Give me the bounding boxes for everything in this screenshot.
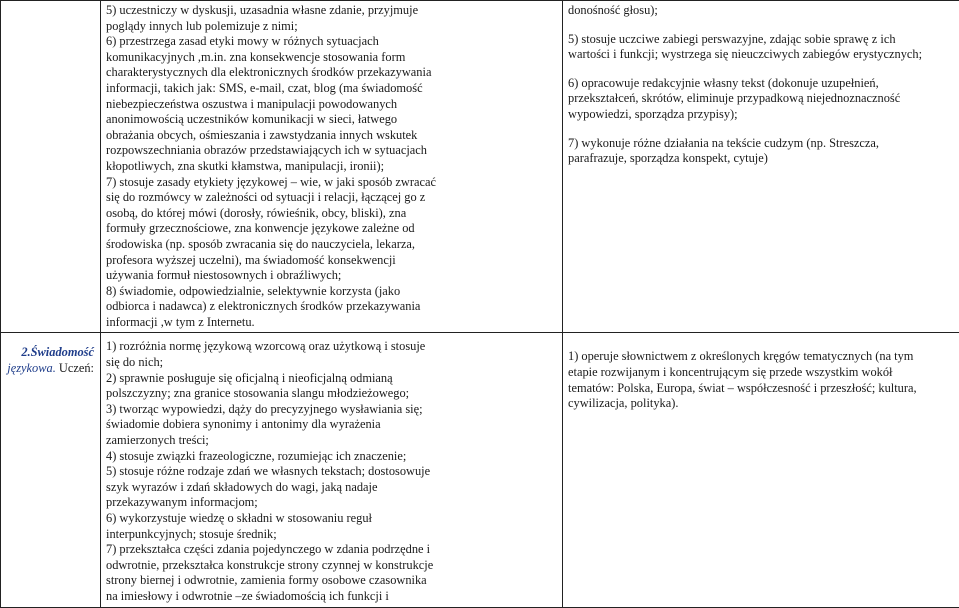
- text-line: wartości i funkcji; wystrzega się nieuczciwych zabiegów erystycznych;: [568, 47, 954, 63]
- text-line: donośność głosu);: [568, 3, 954, 19]
- text-line: wypowiedzi, sporządza przypisy);: [568, 107, 954, 123]
- text-line: profesora wyższej uczelni), ma świadomość konsekwencji: [106, 253, 557, 269]
- text-line: 7) wykonuje różne działania na tekście cudzym (np. Streszcza,: [568, 136, 954, 152]
- text-line: cywilizacja, polityka).: [568, 396, 954, 412]
- extended-requirements-text: [568, 3, 954, 167]
- text-line: komunikacyjnych ,m.in. zna konsekwencje stosowania form: [106, 50, 557, 66]
- text-line: tematów: Polska, Europa, świat – współczesność i przeszłość; kultura,: [568, 381, 954, 397]
- table-row: [1, 333, 959, 608]
- text-line: 6) wykorzystuje wiedzę o składni w stosowaniu reguł: [106, 511, 557, 527]
- text-line: środowiska (np. sposób zwracania się do nauczyciela, lekarza,: [106, 237, 557, 253]
- text-line: na imiesłowy i odwrotnie –ze świadomością ich funkcji i: [106, 589, 557, 605]
- table-row: [1, 1, 959, 333]
- text-line: 6) opracowuje redakcyjnie własny tekst (dokonuje uzupełnień,: [568, 76, 954, 92]
- text-line: parafrazuje, sporządza konspekt, cytuje): [568, 151, 954, 167]
- text-line: 8) świadomie, odpowiedzialnie, selektywnie korzysta (jako: [106, 284, 557, 300]
- section-label-cell: [1, 333, 101, 608]
- text-line: 7) przekształca części zdania pojedynczego w zdania podrzędne i: [106, 542, 557, 558]
- text-line: 7) stosuje zasady etykiety językowej – wie, w jaki sposób zwracać: [106, 175, 557, 191]
- text-line: osobą, do której mówi (dorosły, rówieśnik, obcy, bliski), zna: [106, 206, 557, 222]
- text-line: 1) operuje słownictwem z określonych kręgów tematycznych (na tym: [568, 349, 954, 365]
- text-line: 5) stosuje różne rodzaje zdań we własnych tekstach; dostosowuje: [106, 464, 557, 480]
- paragraph: [568, 32, 954, 63]
- text-line: świadomie dobiera synonimy i antonimy dla wyrażenia: [106, 417, 557, 433]
- text-line: odbiorca i nadawca) z elektronicznych środków przekazywania: [106, 299, 557, 315]
- text-line: kłopotliwych, zna skutki kłamstwa, manipulacji, ironii);: [106, 159, 557, 175]
- text-line: informacji ,w tym z Internetu.: [106, 315, 557, 331]
- extended-requirements-text: [568, 349, 954, 411]
- text-line: formuły grzecznościowe, zna konwencje językowe zależne od: [106, 221, 557, 237]
- text-line: 1) rozróżnia normę językową wzorcową oraz użytkową i stosuje: [106, 339, 557, 355]
- text-line: 6) przestrzega zasad etyki mowy w różnych sytuacjach: [106, 34, 557, 50]
- text-line: 4) stosuje związki frazeologiczne, rozumiejąc ich znaczenie;: [106, 449, 557, 465]
- paragraph: [568, 3, 954, 19]
- section-title-part2: językowa.: [7, 361, 56, 375]
- requirements-cell: [101, 1, 563, 333]
- text-line: przekształceń, skrótów, eliminuje przypadkową niejednoznaczność: [568, 91, 954, 107]
- text-line: interpunkcyjnych; stosuje średnik;: [106, 527, 557, 543]
- text-line: się do rozmówcy w zależności od sytuacji i relacji, łączącej go z: [106, 190, 557, 206]
- extended-requirements-cell: [563, 333, 959, 608]
- text-line: etapie rozwijanym i koncentrującym się przede wszystkim wokół: [568, 365, 954, 381]
- text-line: polszczyzny; zna granice stosowania slangu młodzieżowego;: [106, 386, 557, 402]
- text-line: charakterystycznych dla elektronicznych środków przekazywania: [106, 65, 557, 81]
- text-line: używania formuł niestosownych i obraźliwych;: [106, 268, 557, 284]
- text-line: się do nich;: [106, 355, 557, 371]
- text-line: 5) stosuje uczciwe zabiegi perswazyjne, zdając sobie sprawę z ich: [568, 32, 954, 48]
- extended-requirements-cell: [563, 1, 959, 333]
- text-line: informacji, takich jak: SMS, e-mail, czat, blog (ma świadomość: [106, 81, 557, 97]
- text-line: 5) uczestniczy w dyskusji, uzasadnia własne zdanie, przyjmuje: [106, 3, 557, 19]
- section-label-cell: [1, 1, 101, 333]
- text-line: anonimowością uczestników komunikacji w sieci, łatwego: [106, 112, 557, 128]
- text-line: przekazywanym informacjom;: [106, 495, 557, 511]
- text-line: strony biernej i odwrotnie, zamienia formy osobowe czasownika: [106, 573, 557, 589]
- text-line: obrażania obcych, ośmieszania i zawstydzania innych wskutek: [106, 128, 557, 144]
- text-line: szyk wyrazów i zdań składowych do wagi, jaką nadaje: [106, 480, 557, 496]
- paragraph: [568, 76, 954, 123]
- text-line: niebezpieczeństwa oszustwa i manipulacji powodowanych: [106, 97, 557, 113]
- section-label-line: [6, 361, 94, 377]
- text-line: poglądy innych lub polemizuje z nimi;: [106, 19, 557, 35]
- section-title-suffix: Uczeń:: [56, 361, 94, 375]
- requirements-text: [106, 339, 557, 604]
- requirements-text: [106, 3, 557, 330]
- text-line: zamierzonych treści;: [106, 433, 557, 449]
- section-label-line: [6, 345, 94, 361]
- text-line: 3) tworząc wypowiedzi, dąży do precyzyjnego wysławiania się;: [106, 402, 557, 418]
- text-line: rozpowszechniania obrazów przedstawiających ich w sytuacjach: [106, 143, 557, 159]
- requirements-cell: [101, 333, 563, 608]
- section-number: 2.: [21, 345, 30, 359]
- text-line: 2) sprawnie posługuje się oficjalną i nieoficjalną odmianą: [106, 371, 557, 387]
- text-line: odwrotnie, przekształca konstrukcje strony czynnej w konstrukcje: [106, 558, 557, 574]
- section-title-part1: Świadomość: [31, 345, 94, 359]
- paragraph: [568, 136, 954, 167]
